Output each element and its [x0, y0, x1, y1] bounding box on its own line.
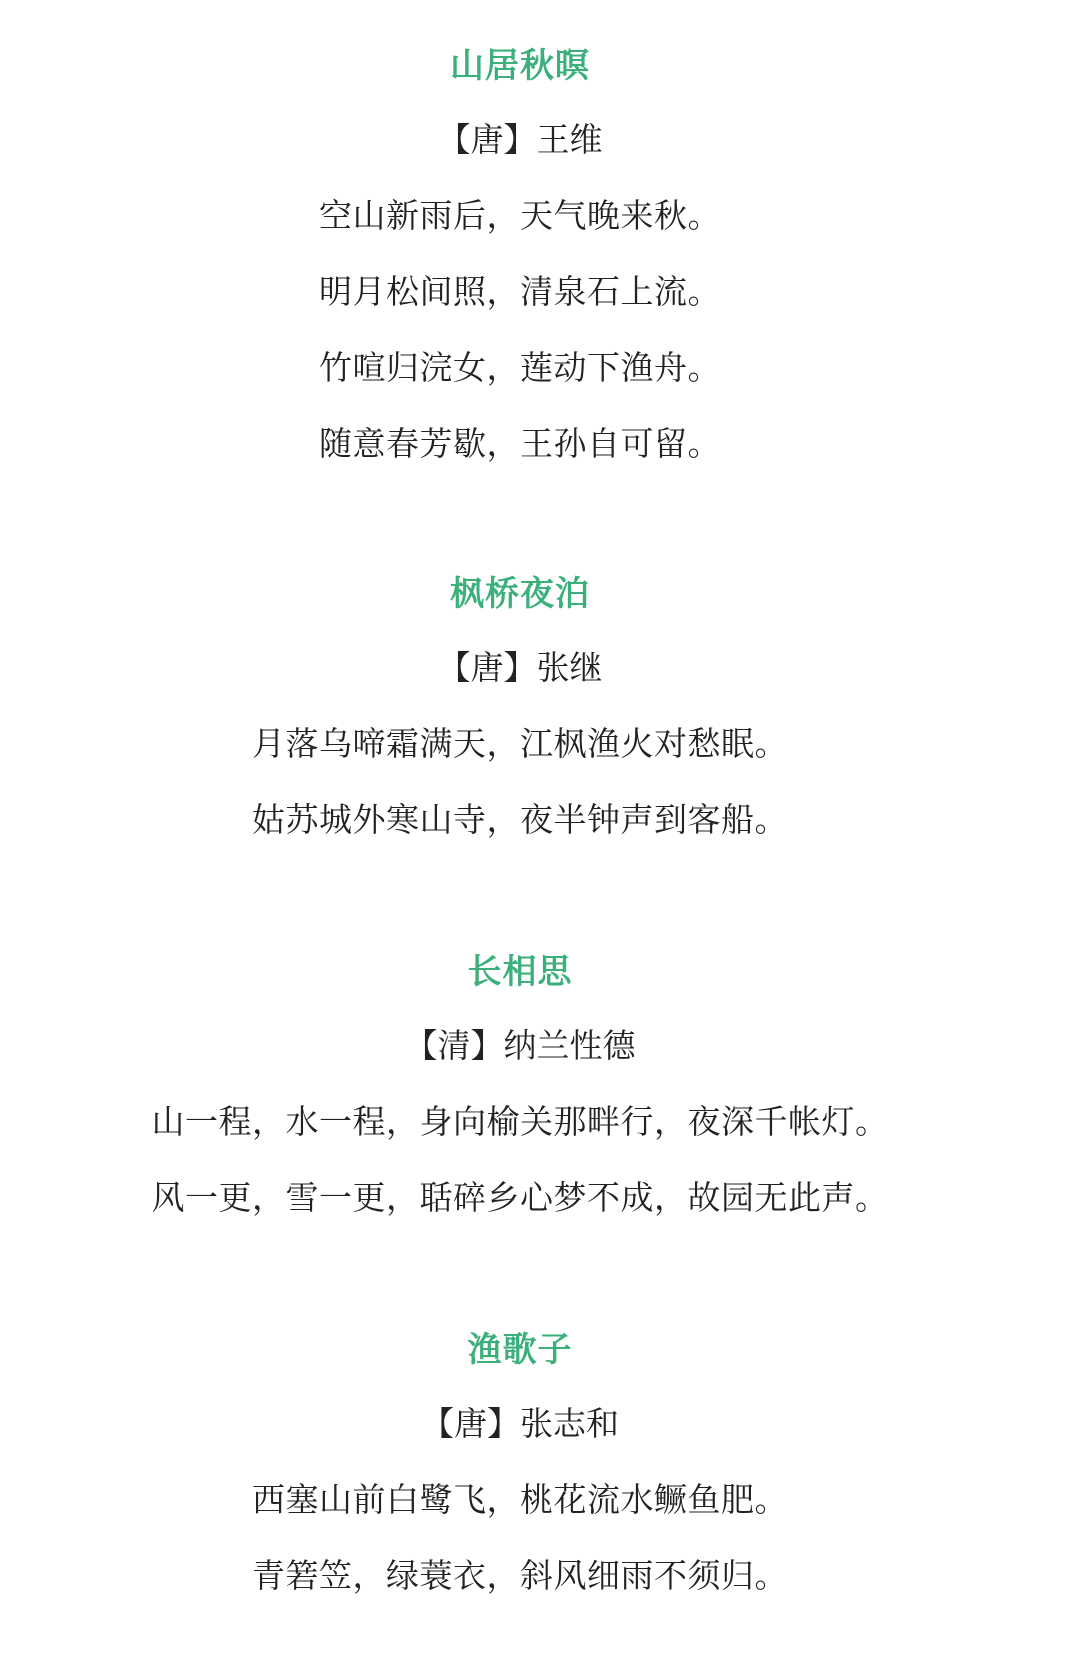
poem-title: 枫桥夜泊 [450, 574, 590, 614]
poem-line: 姑苏城外寒山寺，夜半钟声到客船。 [252, 800, 788, 839]
poem-author: 【清】纳兰性德 [404, 1026, 636, 1065]
poem-block [0, 572, 1040, 842]
poem-line: 月落乌啼霜满天，江枫渔火对愁眠。 [252, 724, 788, 763]
poem-block [0, 1328, 1040, 1598]
poem-line: 西塞山前白鹭飞，桃花流水鳜鱼肥。 [252, 1480, 788, 1519]
poem-line: 风一更，雪一更，聒碎乡心梦不成，故园无此声。 [151, 1178, 889, 1217]
poem-title: 渔歌子 [467, 1330, 573, 1370]
poem-block [0, 44, 1040, 466]
poem-line: 明月松间照，清泉石上流。 [319, 272, 721, 311]
poem-author: 【唐】张志和 [421, 1404, 619, 1443]
poem-author: 【唐】王维 [437, 120, 603, 159]
poem-line: 竹喧归浣女，莲动下渔舟。 [319, 348, 721, 387]
poem-line: 青箬笠，绿蓑衣，斜风细雨不须归。 [252, 1556, 788, 1595]
poem-line: 山一程，水一程，身向榆关那畔行，夜深千帐灯。 [151, 1102, 889, 1141]
poem-block [0, 950, 1040, 1220]
poem-line: 空山新雨后，天气晚来秋。 [319, 196, 721, 235]
poem-line: 随意春芳歇，王孙自可留。 [319, 424, 721, 463]
poem-title: 长相思 [467, 952, 573, 992]
poem-author: 【唐】张继 [437, 648, 603, 687]
poem-title: 山居秋暝 [450, 46, 590, 86]
